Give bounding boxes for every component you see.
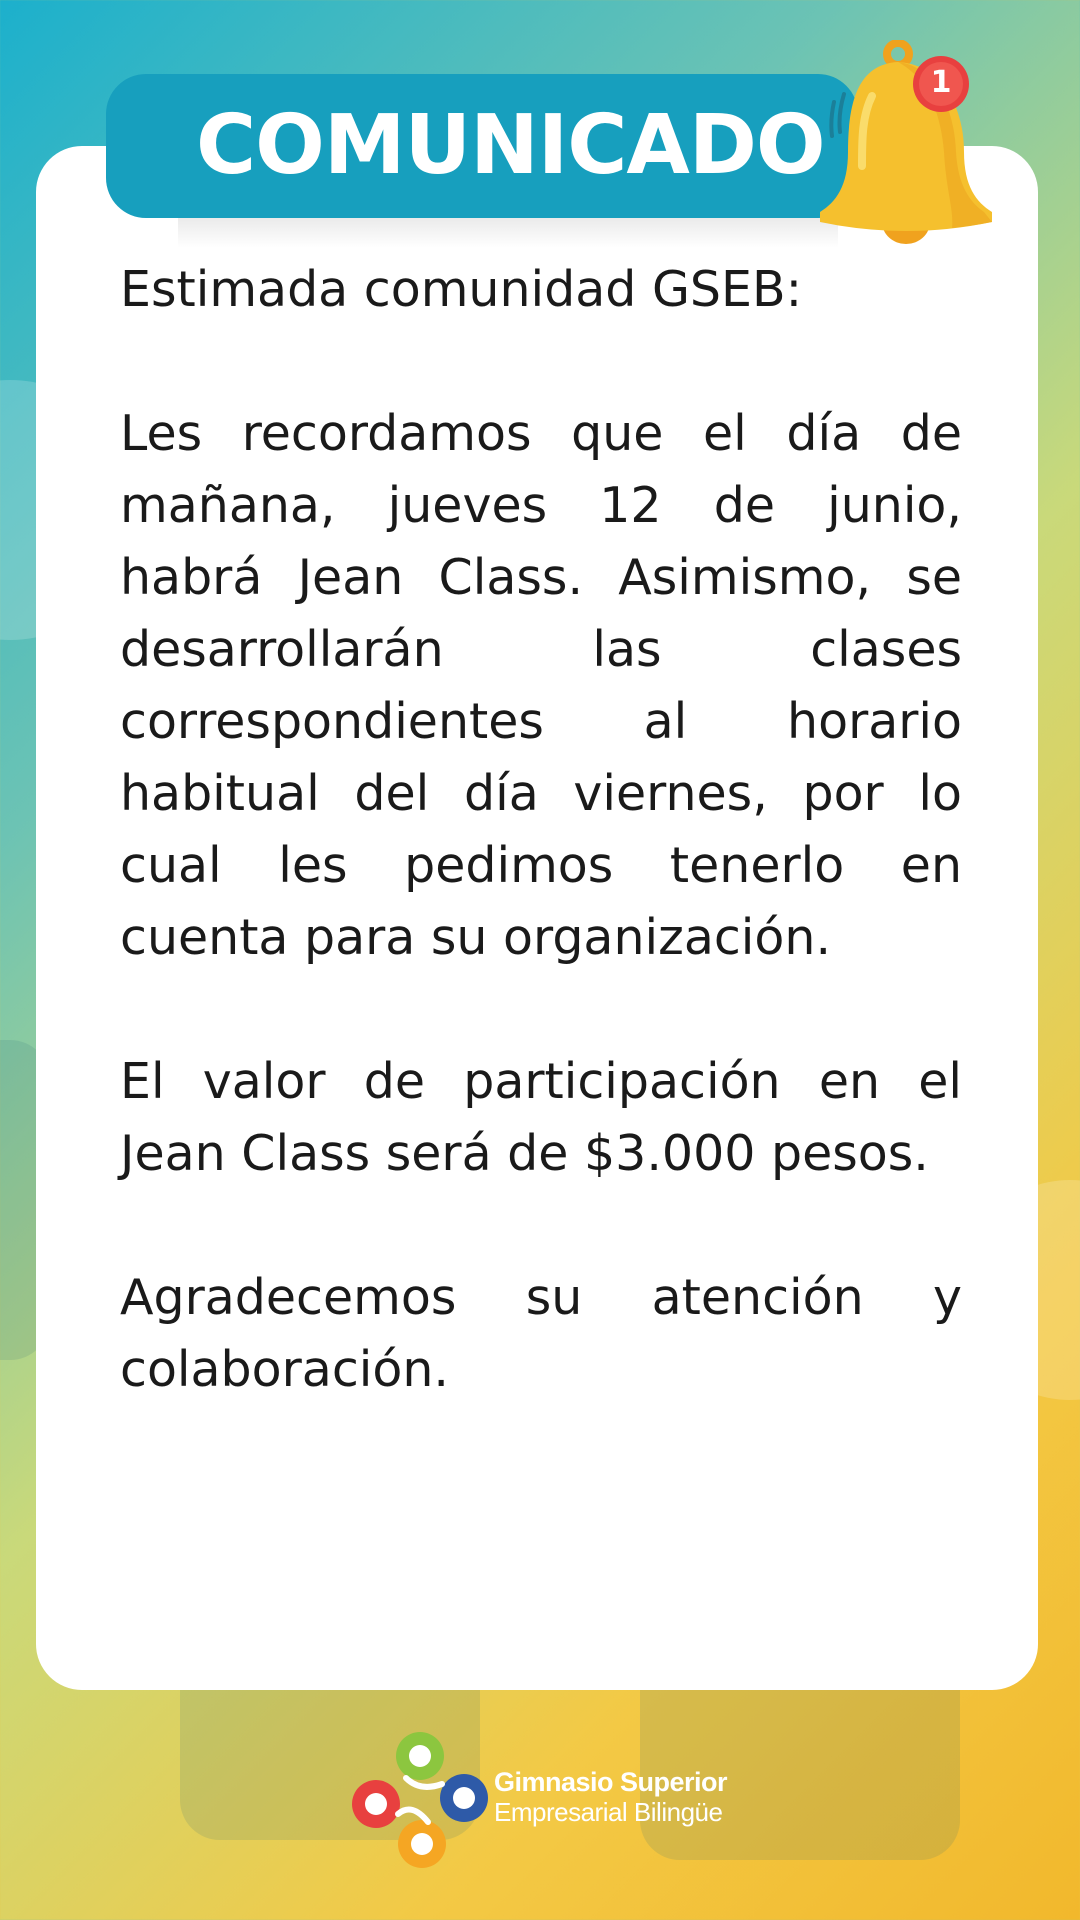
page-title: COMUNICADO <box>196 98 825 193</box>
message-paragraph: Agradecemos su atención y colaboración. <box>120 1269 962 1398</box>
school-logo <box>352 1732 488 1870</box>
message-paragraph: El valor de participación en el Jean Class será de $3.000 pesos. <box>120 1053 962 1182</box>
school-name-line1: Gimnasio Superior <box>494 1767 728 1797</box>
notification-count: 1 <box>930 65 952 100</box>
message-body <box>120 254 962 1478</box>
greeting-text: Estimada comunidad GSEB: <box>120 261 803 318</box>
title-banner <box>106 74 858 218</box>
school-name-line2: Empresarial Bilingüe <box>494 1796 723 1827</box>
message-paragraph: Les recordamos que el día de mañana, jueves 12 de junio, habrá Jean Class. Asimismo, se desarrollarán las clases correspondientes al horario habitual del día viernes, por lo cual les pedimos tenerlo en cuenta para su organización. <box>120 405 962 966</box>
bell-icon <box>812 40 998 254</box>
school-name <box>494 1768 727 1826</box>
